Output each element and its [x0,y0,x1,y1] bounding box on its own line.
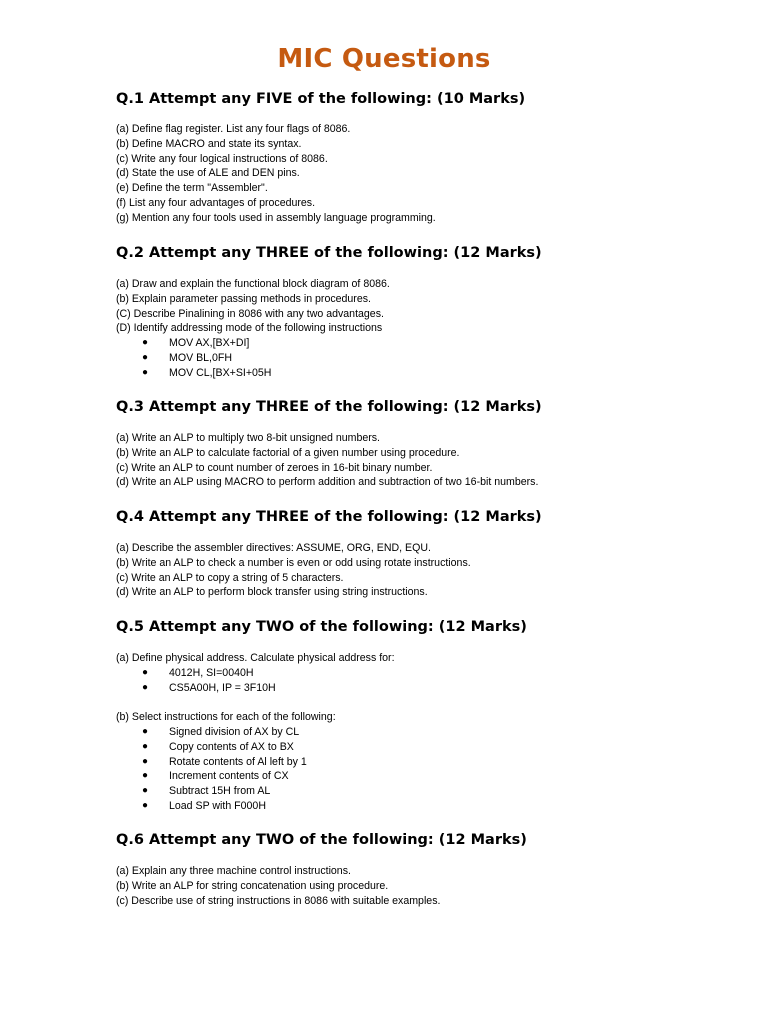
question-heading: Q.1 Attempt any FIVE of the following: (10 Marks) [116,91,526,107]
question-item: (a) Define physical address. Calculate physical address for: [116,652,395,664]
bullet-item [116,336,736,351]
bullet-text: Copy contents of AX to BX [169,740,294,753]
question-heading: Q.6 Attempt any TWO of the following: (12 Marks) [116,832,527,848]
bullet-list [116,725,736,814]
question-heading: Q.4 Attempt any THREE of the following: (12 Marks) [116,509,542,525]
bullet-list [116,666,736,696]
bullet-icon: ● [142,740,149,752]
question-items [116,541,736,600]
question-6 [116,830,736,908]
question-heading: Q.3 Attempt any THREE of the following: (12 Marks) [116,399,542,415]
bullet-icon: ● [142,755,149,767]
question-item: (a) Write an ALP to multiply two 8-bit unsigned numbers. [116,432,380,444]
question-3 [116,397,736,490]
question-heading: Q.2 Attempt any THREE of the following: (12 Marks) [116,245,542,261]
question-items [116,431,736,490]
question-4 [116,507,736,600]
question-item: (a) Define flag register. List any four flags of 8086. [116,123,351,135]
question-item: (d) State the use of ALE and DEN pins. [116,167,300,180]
question-heading: Q.5 Attempt any TWO of the following: (12 Marks) [116,619,527,635]
question-item: (b) Write an ALP to check a number is even or odd using rotate instructions. [116,556,471,569]
bullet-item [116,681,736,696]
bullet-item [116,784,736,799]
bullet-item [116,799,736,814]
question-item: (a) Explain any three machine control instructions. [116,865,351,877]
bullet-icon: ● [142,351,149,363]
question-item: (c) Write any four logical instructions of 8086. [116,152,328,165]
bullet-icon: ● [142,725,149,737]
bullet-item [116,769,736,784]
question-item: (C) Describe Pinalining in 8086 with any two advantages. [116,307,384,320]
question-item: (d) Write an ALP using MACRO to perform addition and subtraction of two 16-bit numbers. [116,476,539,489]
question-item: (a) Draw and explain the functional block diagram of 8086. [116,278,390,290]
bullet-icon: ● [142,366,149,378]
question-5 [116,617,736,814]
page-title: MIC Questions [277,44,491,74]
bullet-text: MOV CL,[BX+SI+05H [169,366,272,379]
question-item: (c) Describe use of string instructions in 8086 with suitable examples. [116,894,441,907]
bullet-text: Signed division of AX by CL [169,725,300,738]
question-item: (f) List any four advantages of procedures. [116,196,316,209]
question-items [116,864,736,908]
bullet-text: Rotate contents of Al left by 1 [169,755,307,768]
question-item: (b) Define MACRO and state its syntax. [116,137,302,150]
bullet-item [116,366,736,381]
bullet-icon: ● [142,785,149,797]
bullet-icon: ● [142,681,149,693]
question-item: (b) Select instructions for each of the following: [116,711,336,724]
bullet-item [116,755,736,770]
question-items [116,651,736,666]
question-items [116,710,736,725]
bullet-text: Subtract 15H from AL [169,785,271,798]
question-item: (d) Write an ALP to perform block transfer using string instructions. [116,586,428,599]
question-item: (b) Explain parameter passing methods in procedures. [116,292,371,305]
bullet-text: Load SP with F000H [169,799,266,812]
question-item: (c) Write an ALP to copy a string of 5 characters. [116,571,344,584]
question-item: (e) Define the term "Assembler". [116,182,268,195]
question-2 [116,243,736,381]
bullet-icon: ● [142,770,149,782]
bullet-icon: ● [142,799,149,811]
bullet-list [116,336,736,380]
question-items [116,277,736,336]
bullet-item [116,351,736,366]
bullet-icon: ● [142,337,149,349]
bullet-text: CS5A00H, IP = 3F10H [169,681,276,694]
question-items [116,122,736,226]
question-item: (c) Write an ALP to count number of zeroes in 16-bit binary number. [116,461,433,474]
bullet-item [116,740,736,755]
question-item: (b) Write an ALP for string concatenation using procedure. [116,879,389,892]
question-item: (b) Write an ALP to calculate factorial of a given number using procedure. [116,446,460,459]
bullet-text: MOV BL,0FH [169,351,232,364]
bullet-item [116,666,736,681]
question-item: (a) Describe the assembler directives: ASSUME, ORG, END, EQU. [116,542,431,554]
question-item: (g) Mention any four tools used in assembly language programming. [116,211,436,224]
bullet-text: Increment contents of CX [169,770,289,783]
bullet-icon: ● [142,666,149,678]
question-item: (D) Identify addressing mode of the following instructions [116,322,383,335]
question-1 [116,89,736,226]
bullet-text: 4012H, SI=0040H [169,666,254,679]
bullet-item [116,725,736,740]
bullet-text: MOV AX,[BX+DI] [169,337,250,350]
